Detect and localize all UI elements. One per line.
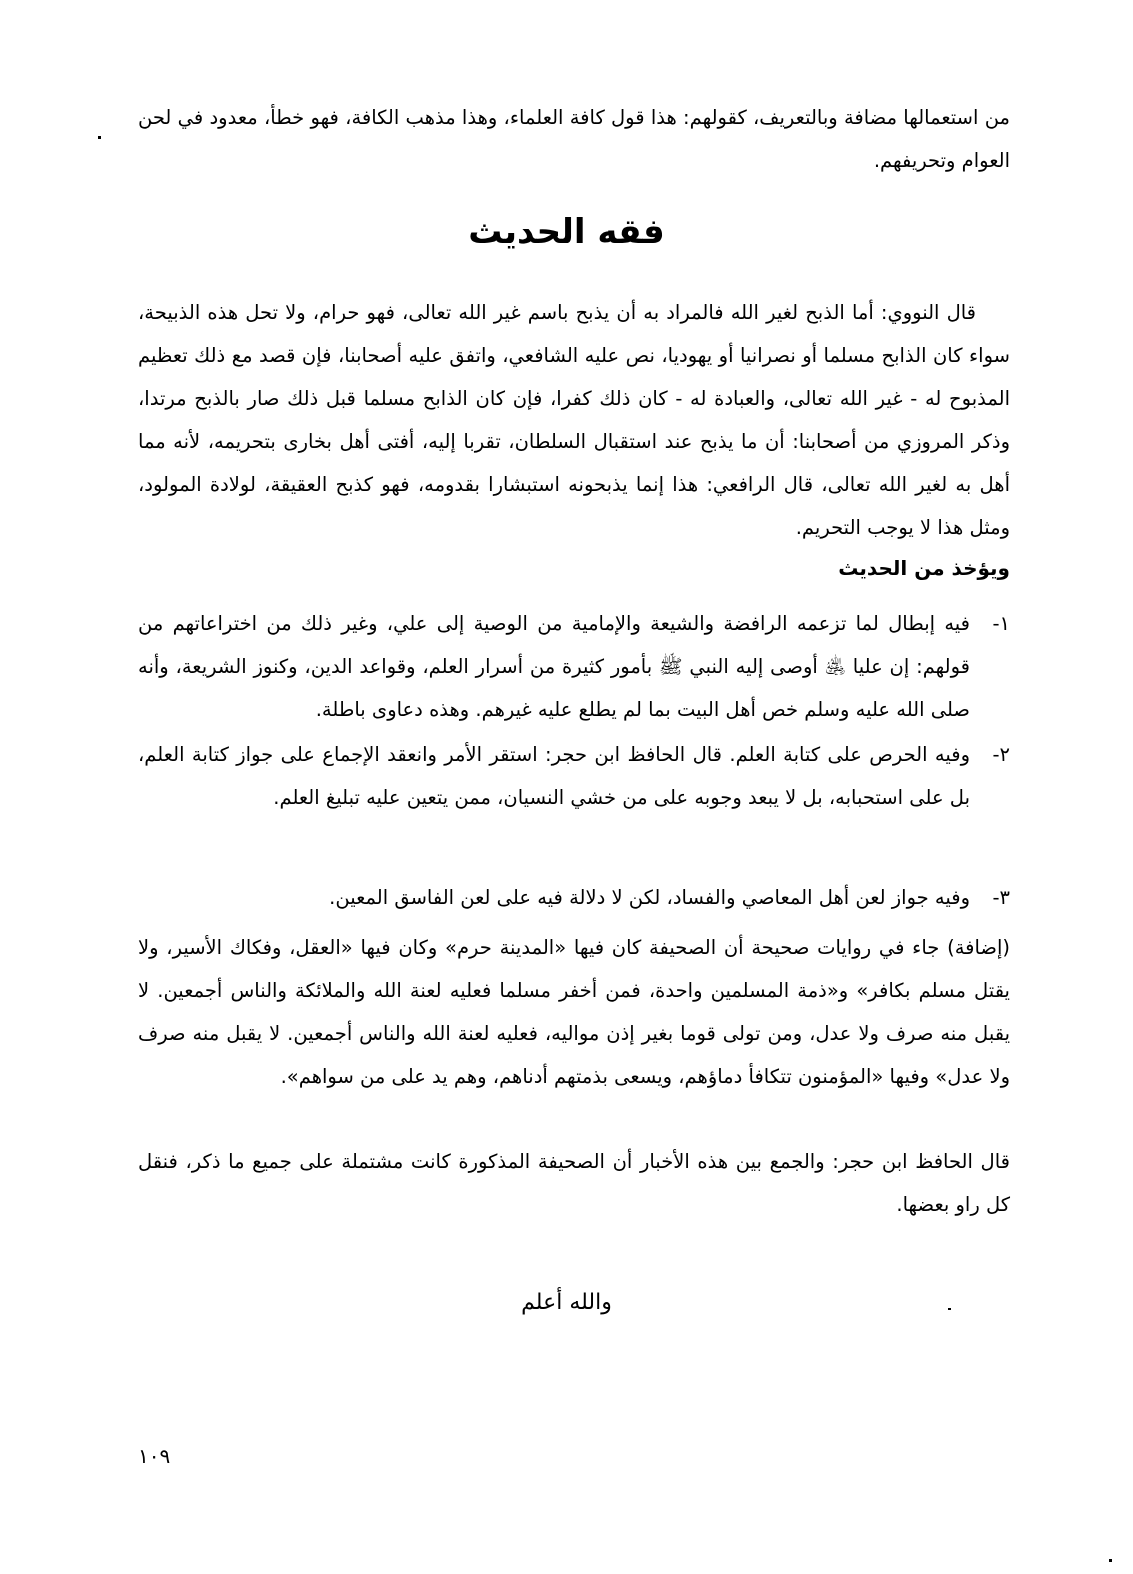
list-item-text: فيه إبطال لما تزعمه الرافضة والشيعة والإمامية من الوصية إلى علي، وغير ذلك من اختراعاتهم من قولهم: إن عليا ﵁ أوصى إليه النبي ﷺ بأمور كثيرة من أسرار العلم، وقواعد الدين، وكنوز الشريعة، وأنه صلى الله عليه وسلم خص أهل البيت بما لم يطلع عليه غيرهم. وهذه دعاوى باطلة. (138, 612, 970, 721)
list-item-text: وفيه الحرص على كتابة العلم. قال الحافظ ابن حجر: استقر الأمر وانعقد الإجماع على جواز كتابة العلم، بل على استحبابه، بل لا يبعد وجوبه على من خشي النسيان، ممن يتعين عليه تبليغ العلم. (138, 743, 970, 809)
list-item-number: ٣- (992, 886, 1010, 909)
list-item-number: ٢- (992, 743, 1010, 766)
scan-speck (98, 136, 101, 139)
subheading: ويؤخذ من الحديث (838, 556, 1010, 580)
commentary-paragraph: قال النووي: أما الذبح لغير الله فالمراد به أن يذبح باسم غير الله تعالى، فهو حرام، ولا تحل هذه الذبيحة، سواء كان الذابح مسلما أو نصرانيا أو يهوديا، نص عليه الشافعي، واتفق عليه أصحابنا، فإن قصد مع ذلك تعظيم المذبوح له - غير الله تعالى، والعبادة له - كان ذلك كفرا، فإن كان الذابح مسلما قبل ذلك صار بالذبح مرتدا، وذكر المروزي من أصحابنا: أن ما يذبح عند استقبال السلطان، تقربا إليه، أفتى أهل بخارى بتحريمه، لأنه مما أهل به لغير الله تعالى، قال الرافعي: هذا إنما يذبحونه استبشارا بقدومه، فهو كذبح العقيقة، لولادة المولود، ومثل هذا لا يوجب التحريم. (138, 301, 1010, 539)
ibn-hajar-paragraph: قال الحافظ ابن حجر: والجمع بين هذه الأخبار أن الصحيفة المذكورة كانت مشتملة على جميع ما ذكر، فنقل كل راو بعضها. (138, 1150, 1010, 1216)
addition-paragraph: (إضافة) جاء في روايات صحيحة أن الصحيفة كان فيها «المدينة حرم» وكان فيها «العقل، وفكاك الأسير، ولا يقتل مسلم بكافر» و«ذمة المسلمين واحدة، فمن أخفر مسلما فعليه لعنة الله والملائكة والناس أجمعين. لا يقبل منه صرف ولا عدل، ومن تولى قوما بغير إذن مواليه، فعليه لعنة الله والناس أجمعين. لا يقبل منه صرف ولا عدل» وفيها «المؤمنون تتكافأ دماؤهم، ويسعى بذمتهم أدناهم، وهم يد على من سواهم». (138, 936, 1010, 1088)
list-item (138, 876, 1010, 919)
list-item-number: ١- (992, 612, 1010, 635)
scan-speck (1109, 1559, 1112, 1562)
list-item-text: وفيه جواز لعن أهل المعاصي والفساد، لكن لا دلالة فيه على لعن الفاسق المعين. (329, 886, 970, 909)
section-title: فقه الحديث (468, 212, 665, 252)
intro-paragraph: من استعمالها مضافة وبالتعريف، كقولهم: هذا قول كافة العلماء، وهذا مذهب الكافة، فهو خطأ، معدود في لحن العوام وتحريفهم. (138, 106, 1010, 172)
closing-phrase: والله أعلم (521, 1290, 612, 1315)
scan-speck (948, 1308, 951, 1310)
page-number: ١٠٩ (138, 1444, 171, 1468)
list-item (138, 602, 1010, 731)
list-item (138, 733, 1010, 819)
